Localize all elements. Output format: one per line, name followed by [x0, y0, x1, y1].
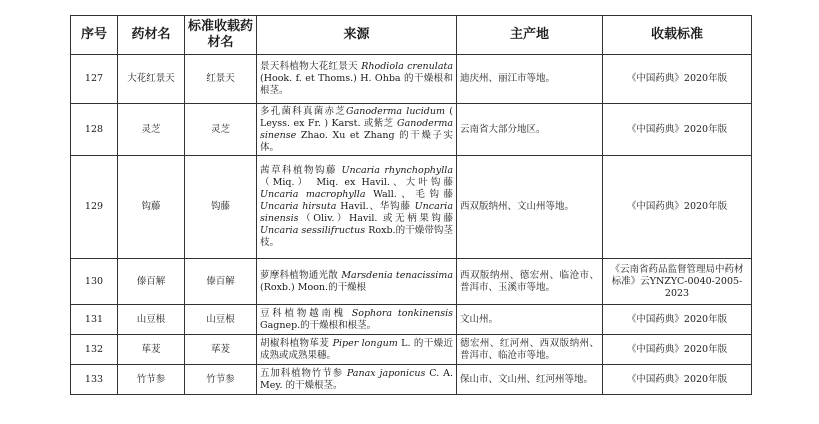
table-row: [71, 259, 752, 305]
header-row: [71, 16, 752, 55]
latin-name: Uncaria rhynchophylla: [341, 165, 453, 176]
header-std-name: 标准收载药材名: [185, 16, 257, 55]
cell-no: 128: [71, 104, 118, 156]
source-text: Zhao. Xu et Zhang 的干燥子实体。: [260, 129, 453, 153]
cell-name: 灵芝: [118, 104, 185, 156]
source-text: （Oliv.）Havil. 或无柄果钩藤: [298, 213, 453, 224]
cell-std-name: 竹节参: [185, 365, 257, 395]
latin-name: Marsdenia tenacissima: [341, 269, 453, 281]
table-row: [71, 156, 752, 259]
source-text: (Roxb.) Moon.的干燥根: [260, 281, 367, 293]
cell-standard: 《中国药典》2020年版: [603, 104, 752, 156]
source-text: 多孔菌科真菌赤芝: [260, 105, 346, 117]
cell-source: [257, 335, 457, 365]
cell-std-name: 钩藤: [185, 156, 257, 259]
cell-origin: 西双版纳州、德宏州、临沧市、普洱市、玉溪市等地。: [457, 259, 603, 305]
header-standard: 收载标准: [603, 16, 752, 55]
cell-standard: 《云南省药品监督管理局中药材标准》云YNZYC-0040-2005-2023: [603, 259, 752, 305]
cell-name: 竹节参: [118, 365, 185, 395]
cell-name: 钩藤: [118, 156, 185, 259]
source-text: 景天科植物大花红景天: [260, 61, 362, 72]
cell-source: [257, 156, 457, 259]
cell-origin: 德宏州、红河州、西双版纳州、普洱市、临沧市等地。: [457, 335, 603, 365]
latin-name: Ganoderma sinense: [260, 117, 453, 141]
source-text: Roxb.的干燥带钩茎枝。: [260, 225, 453, 248]
latin-name: Uncaria sinensis: [260, 201, 454, 224]
latin-name: Piper longum: [332, 337, 398, 349]
source-text: 胡椒科植物荜茇: [260, 337, 333, 349]
cell-source: [257, 365, 457, 395]
cell-standard: 《中国药典》2020年版: [603, 305, 752, 335]
cell-name: 傣百解: [118, 259, 185, 305]
source-text: L. 的干燥近成熟或成熟果穗。: [260, 337, 453, 361]
latin-name: Ganoderma lucidum: [346, 105, 445, 117]
header-no: 序号: [71, 16, 118, 55]
cell-origin: 保山市、文山州、红河州等地。: [457, 365, 603, 395]
source-text: (Hook. f. et Thoms.) H. Ohba 的干燥根和根茎。: [260, 73, 453, 96]
source-text: Wall.、毛钩藤: [365, 189, 453, 200]
cell-no: 129: [71, 156, 118, 259]
cell-std-name: 红景天: [185, 55, 257, 104]
table-row: [71, 335, 752, 365]
cell-standard: 《中国药典》2020年版: [603, 55, 752, 104]
cell-standard: 《中国药典》2020年版: [603, 365, 752, 395]
cell-no: 127: [71, 55, 118, 104]
source-text: 萝摩科植物通光散: [260, 269, 342, 281]
cell-standard: 《中国药典》2020年版: [603, 156, 752, 259]
header-origin: 主产地: [457, 16, 603, 55]
cell-origin: 云南省大部分地区。: [457, 104, 603, 156]
cell-name: 大花红景天: [118, 55, 185, 104]
cell-no: 130: [71, 259, 118, 305]
latin-name: Rhodiola crenulata: [361, 61, 453, 72]
header-source: 来源: [257, 16, 457, 55]
cell-no: 132: [71, 335, 118, 365]
table-row: [71, 104, 752, 156]
source-text: 五加科植物竹节参: [260, 367, 347, 379]
source-text: （Miq.） Miq. ex Havil.、大叶钩藤: [260, 177, 453, 188]
latin-name: Sophora tonkinensis: [351, 307, 453, 319]
table-header: [71, 16, 752, 55]
herb-table: [70, 15, 752, 395]
table-row: [71, 305, 752, 335]
table-row: [71, 55, 752, 104]
cell-no: 131: [71, 305, 118, 335]
cell-source: [257, 259, 457, 305]
cell-std-name: 灵芝: [185, 104, 257, 156]
source-text: Havil.、华钩藤: [336, 201, 415, 212]
cell-name: 山豆根: [118, 305, 185, 335]
cell-origin: 西双版纳州、文山州等地。: [457, 156, 603, 259]
source-text: 豆科植物越南槐: [260, 307, 352, 319]
cell-no: 133: [71, 365, 118, 395]
cell-origin: 迪庆州、丽江市等地。: [457, 55, 603, 104]
cell-source: [257, 104, 457, 156]
cell-source: [257, 55, 457, 104]
cell-source: [257, 305, 457, 335]
table-row: [71, 365, 752, 395]
cell-origin: 文山州。: [457, 305, 603, 335]
latin-name: Uncaria hirsuta: [260, 201, 337, 212]
source-text: ( Leyss. ex Fr. ) Karst. 或紫芝: [260, 105, 453, 129]
source-text: 茜草科植物钩藤: [260, 165, 342, 176]
cell-name: 荜茇: [118, 335, 185, 365]
latin-name: Uncaria sessilifructus: [260, 225, 366, 236]
source-text: Gagnep.的干燥根和根茎。: [260, 319, 377, 331]
header-name: 药材名: [118, 16, 185, 55]
cell-std-name: 山豆根: [185, 305, 257, 335]
cell-std-name: 傣百解: [185, 259, 257, 305]
source-text: C. A. Mey. 的干燥根茎。: [260, 367, 453, 391]
latin-name: Panax japonicus: [346, 367, 426, 379]
table-body: [71, 55, 752, 395]
latin-name: Uncaria macrophylla: [260, 189, 366, 200]
cell-std-name: 荜茇: [185, 335, 257, 365]
cell-standard: 《中国药典》2020年版: [603, 335, 752, 365]
